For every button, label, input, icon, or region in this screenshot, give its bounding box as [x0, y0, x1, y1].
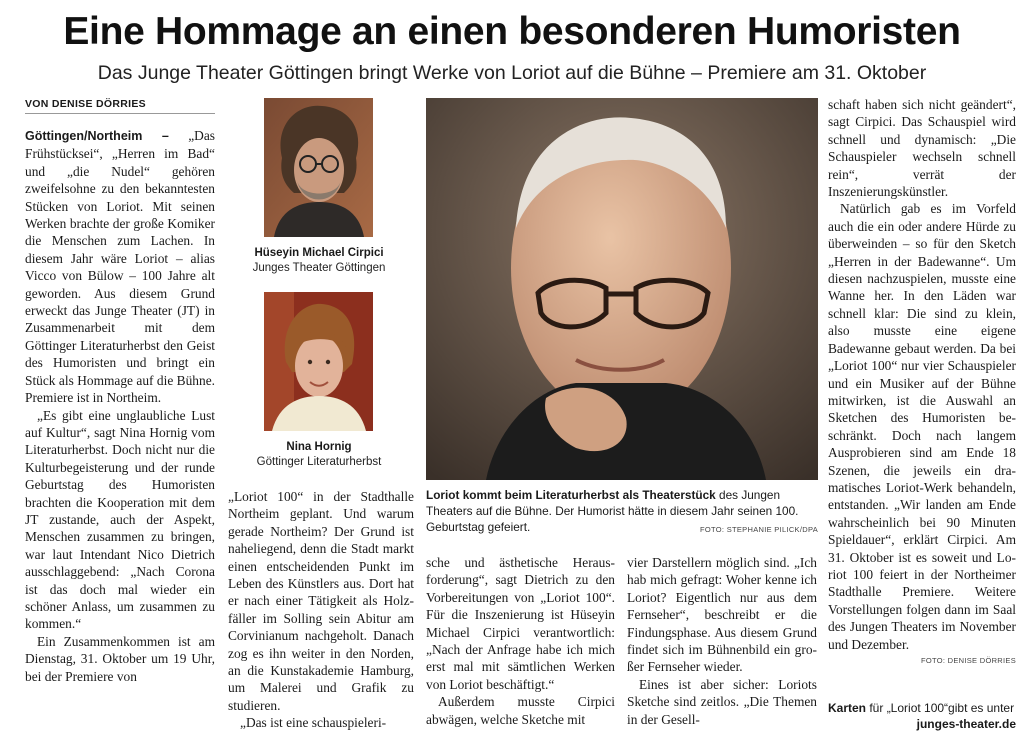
headline: Eine Hommage an einen besonderen Humoristen [63, 10, 961, 53]
ticket-text: für „Loriot 100“gibt es unter [866, 701, 1015, 715]
paragraph: Natürlich gab es im Vorfeld auch die ein oder andere Hürde zu überweinden – so für den Sketch „Herren in der Badewanne“. Um diesen nachzuspielen, musste eine Wanne her. In den Läden war schnell klar: Die sind zu klein, also musste eine eigene Badewanne gebaut werden. Da bei „Loriot 100“ nur vier Schauspieler und ein Musiker auf der Bühne mitwirken, ist die Auswahl an Sketchen des Humoristen beschränkt. Doch nach langem Ausprobieren sind am Ende 18 Szenen, die jeweils ein dramatisches Loriot-Werk behandeln, entstanden. „Wir landen am Ende wahrscheinlich bei 90 Minuten Spieldauer“, erklärt Cirpici. Am 31. Oktober ist es soweit und Loriot 100 feiert in der Northeimer Stadthalle Premiere. Weitere Vorstellungen folgen dann im Saal des Jungen Theaters im November und Dezember. [828, 201, 1016, 652]
subheadline: Das Junge Theater Göttingen bringt Werke von Loriot auf die Bühne – Premiere am 31. Oktober [97, 62, 927, 84]
portrait-caption-org: Junges Theater Göttingen [252, 262, 386, 274]
article-column-5 [828, 96, 1016, 698]
portrait-caption-name: Nina Hornig [286, 441, 352, 453]
paragraph: Außerdem musste Cirpici abwägen, welche Sketche mit [426, 694, 615, 727]
portrait-photo-hornig [264, 292, 373, 431]
paragraph: „Das ist eine schauspieleri- [240, 715, 387, 731]
portrait-photo-cirpici [264, 98, 373, 237]
paragraph-text: „Das Frühstücksei“, „Herren im Bad“ und „die Nudel“ gehören zweifelsohne zu den bekanntesten Stücken von Loriot. Mit seinen Werken brachte der große Komiker die Menschen zum Lachen. In diesem Jahr wäre Loriot – alias Vicco von Bülow – 100 Jahre alt geworden. Aus diesem Grund erweckt das Junge Theater (JT) in Zusammenarbeit mit dem Göttinger Literaturherbst den Geist des Humoristen und bringt ein Stück als Hommage auf die Bühne. Premiere ist in Northeim. [25, 128, 215, 406]
main-photo-loriot [426, 98, 818, 480]
article-column-4 [627, 554, 817, 738]
caption-bold: Loriot kommt beim Literaturherbst als Theaterstück [426, 488, 716, 502]
paragraph: sche und ästhetische Herausforderung“, sagt Dietrich zu den Vorbereitungen von „Loriot 100“. Für die Inszenierung ist Hüseyin Michael Cirpici verantwortlich: „Nach der Anfrage habe ich mich erst mal mit sämtlichen Werken von Loriot beschäftigt.“ [426, 555, 615, 692]
portrait-caption-org: Göttinger Literaturherbst [256, 456, 382, 468]
paragraph: schaft haben sich nicht geändert“, sagt Cirpici. Das Schauspiel wird schnell und dynamisch: „Die Schauspieler wechseln schnell rein“, verrät der Inszenierungskünstler. [828, 97, 1016, 200]
caption-text: des Jungen Theaters auf die Bühne. Der Humorist hätte in diesem Jahr seinen 100. Geburtstag gefeiert. [426, 488, 799, 534]
article-column-1 [25, 127, 215, 739]
photo-credit: FOTO: DENISE DÖRRIES [920, 656, 1016, 665]
paragraph: Ein Zusammenkommen ist am Dienstag, 31. Oktober um 19 Uhr, bei der Premiere von [25, 633, 215, 684]
paragraph: „Loriot 100“ in der Stadthalle Northeim geplant. Und warum gerade Northeim? Der Grund ist naheliegend, denn die Stadt markt einen entscheidenden Punkt im Leben des Künstlers aus. Dort hat er nach einer Tätigkeit als Holzfäller im Solling sein Abitur am Corvinianum nachgeholt. Danach zog es ihn weiter in den Norden, an die Kunstakademie Hamburg, um Malerei und Grafik zu studieren. [228, 489, 414, 713]
dateline: Göttingen/Northeim – [25, 129, 169, 143]
ticket-label: Karten [828, 701, 867, 715]
paragraph: „Es gibt eine unglaubliche Lust auf Kultur“, sagt Nina Hornig vom Literaturherbst. Doch nicht nur die Kulturbegeisterung und der runde Geburtstag des Humoristen brachten die Kooperation mit dem JT zustande, auch der Aspekt, Menschen zusammen zu bringen, war laut Intendant Nico Dietrich ausschlaggebend: „Nach Corona ist das doch mal wieder ein schöner Anlass, um zusammen zu kommen.“ [25, 407, 215, 632]
article-column-2 [228, 488, 414, 738]
byline: VON DENISE DÖRRIES [25, 98, 215, 114]
paragraph [25, 127, 215, 407]
main-photo-caption [426, 487, 818, 538]
paragraph: Eines ist aber sicher: Loriots Sketche sind zeitlos. „Die Themen in der Gesell- [627, 676, 817, 727]
ticket-info [828, 700, 1016, 732]
photo-credit: FOTO: STEPHANIE PILICK/DPA [700, 525, 818, 534]
ticket-website: junges-theater.de [916, 717, 1016, 731]
portrait-caption-name: Hüseyin Michael Cirpici [254, 247, 384, 259]
article-column-3 [426, 554, 615, 738]
paragraph: vier Darstellern möglich sind. „Ich hab mich gefragt: Woher kenne ich Loriot? Eigentlich nur aus dem Fernseher“, beschreibt er die Findungsphase. Aus diesem Grund findet sich im Bühnenbild ein großer Fernseher wieder. [627, 555, 817, 675]
